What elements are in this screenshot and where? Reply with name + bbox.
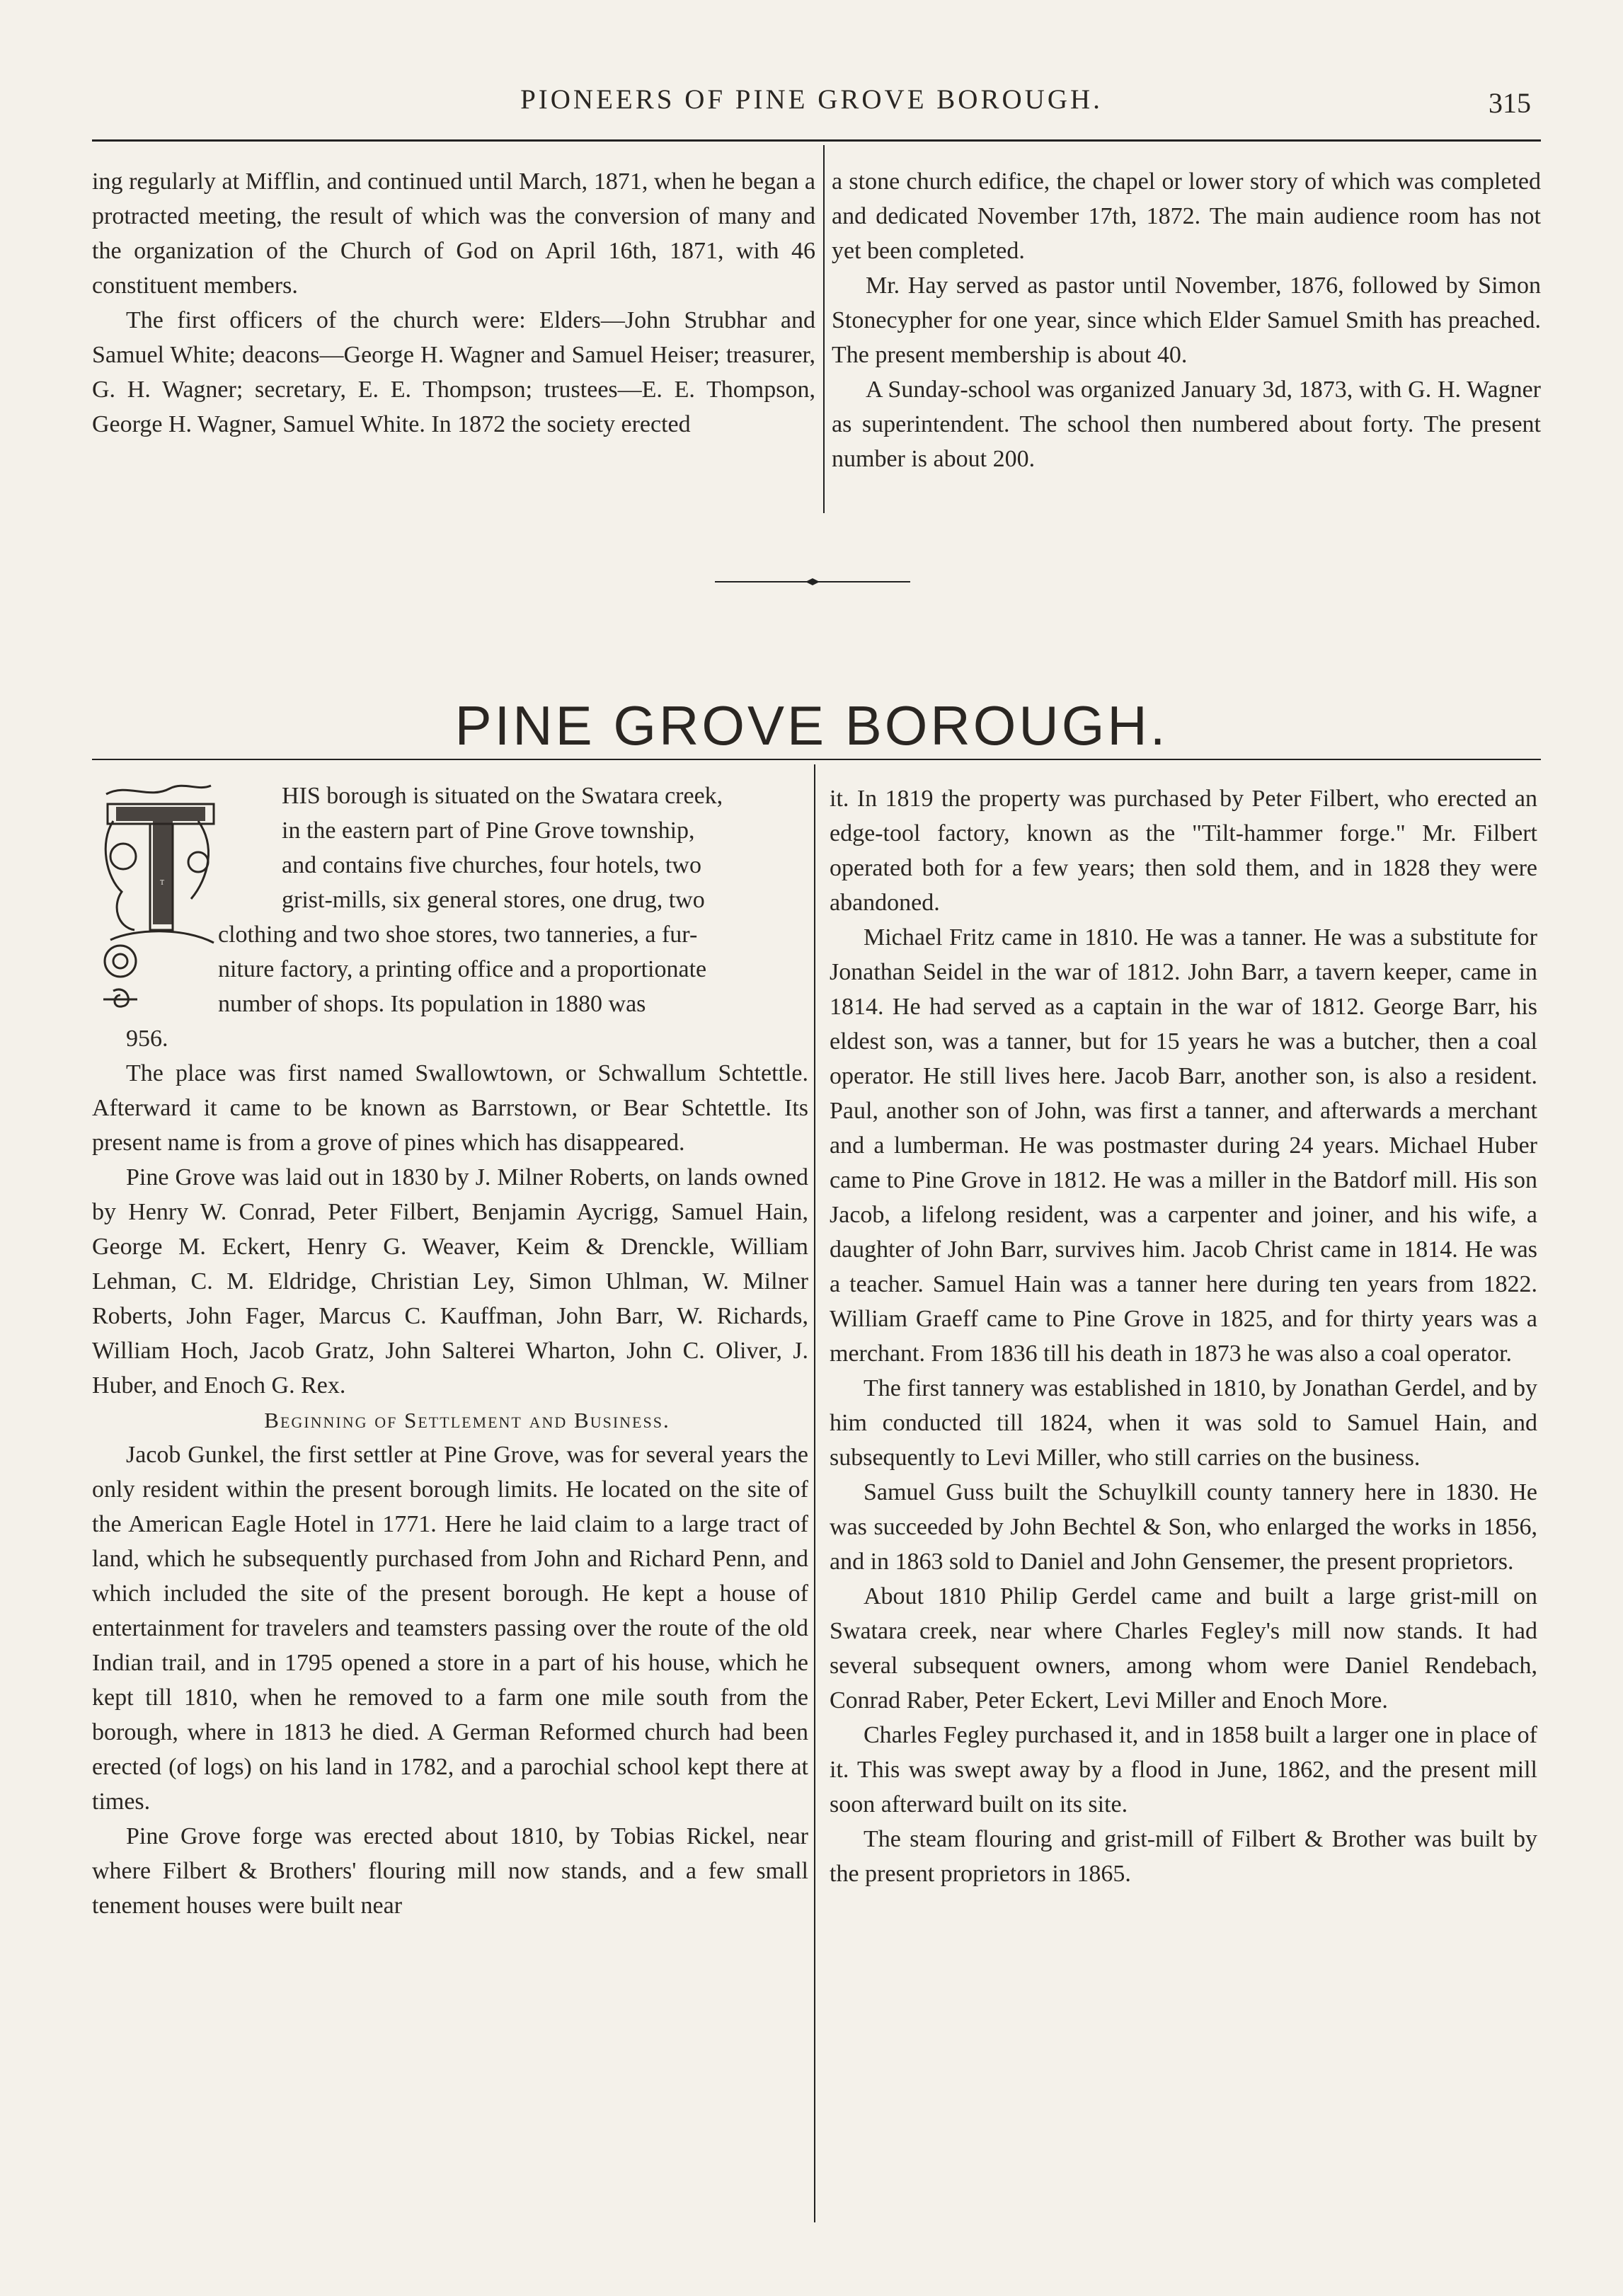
top-column-divider (823, 145, 825, 513)
running-head: PIONEERS OF PINE GROVE BOROUGH. (520, 84, 1103, 115)
main-left-column (92, 779, 808, 1923)
page-number: 315 (1489, 87, 1531, 119)
opening-line: number of shops. Its population in 1880 was (218, 991, 646, 1017)
main-right-column (830, 781, 1537, 1891)
opening-paragraph (92, 779, 808, 1056)
top-right-column (832, 164, 1541, 476)
opening-line: grist-mills, six general stores, one drug, two (282, 887, 705, 913)
paragraph: it. In 1819 the property was purchased by Peter Filbert, who erected an edge-tool factory, known as the "Tilt-hammer forge." Mr. Filbert operated both for a few years; then sold them, and in 1828 they were abandoned. (830, 786, 1537, 916)
paragraph: The first officers of the church were: Elders—John Strubhar and Samuel White; deacons—George H. Wagner and Samuel Heiser; treasurer, G. H. Wagner; secretary, E. E. Thompson; trustees—E. E. Thompson, George H. Wagner, Samuel White. In 1872 the society erected (92, 307, 815, 437)
paragraph: Michael Fritz came in 1810. He was a tanner. He was a substitute for Jonathan Seidel in the war of 1812. John Barr, a tavern keeper, came in 1814. He had served as a captain in the war of 1812. George Barr, his eldest son, was a tanner, but for 15 years he was a butcher, then a coal operator. He still lives here. Jacob Barr, another son, is also a resident. Paul, another son of John, was first a tanner, and afterwards a merchant and a lumberman. He was postmaster during 24 years. Michael Huber came to Pine Grove in 1812. He was a miller in the Batdorf mill. His son Jacob, a lifelong resident, was a carpenter and joiner, and his wife, a daughter of John Barr, survives him. Jacob Christ came in 1814. He was a teacher. Samuel Hain was a tanner here during ten years from 1822. William Graeff came to Pine Grove in 1825, and for thirty years was a merchant. From 1836 till his death in 1873 he was also a coal operator. (830, 924, 1537, 1367)
paragraph: Samuel Guss built the Schuylkill county tannery here in 1830. He was succeeded by John Bechtel & Son, who enlarged the works in 1856, and in 1863 sold to Daniel and John Gensemer, the present proprietors. (830, 1479, 1537, 1575)
opening-line: 956. (126, 1026, 168, 1052)
paragraph: Pine Grove was laid out in 1830 by J. Milner Roberts, on lands owned by Henry W. Conrad, Peter Filbert, Benjamin Aycrigg, Samuel Hain, George M. Eckert, Henry G. Weaver, Keim & Drenckle, William Lehman, C. M. Eldridge, Christian Ley, Simon Uhlman, W. Milner Roberts, John Fager, Marcus C. Kauffman, John Barr, W. Richards, William Hoch, Jacob Gratz, John Salterei Wharton, John C. Oliver, J. Huber, and Enoch G. Rex. (92, 1164, 808, 1399)
paragraph: ing regularly at Mifflin, and continued until March, 1871, when he began a protracted meeting, the result of which was the conversion of many and the organization of the Church of God on April 16th, 1871, with 46 constituent members. (92, 168, 815, 299)
paragraph: a stone church edifice, the chapel or lower story of which was completed and dedicated November 17th, 1872. The main audience room has not yet been completed. (832, 168, 1541, 264)
paragraph: About 1810 Philip Gerdel came and built a large grist-mill on Swatara creek, near where Charles Fegley's mill now stands. It had several subsequent owners, among whom were Daniel Rendebach, Conrad Raber, Peter Eckert, Levi Miller and Enoch More. (830, 1583, 1537, 1714)
header-rule (92, 139, 1541, 142)
paragraph: Charles Fegley purchased it, and in 1858 built a larger one in place of it. This was swept away by a flood in June, 1862, and the present mill soon afterward built on its site. (830, 1722, 1537, 1818)
paragraph: A Sunday-school was organized January 3d, 1873, with G. H. Wagner as superintendent. The school then numbered about forty. The present number is about 200. (832, 377, 1541, 472)
section-ornament (715, 577, 910, 587)
opening-line: clothing and two shoe stores, two tanneries, a fur- (218, 922, 698, 948)
paragraph: Pine Grove forge was erected about 1810, by Tobias Rickel, near where Filbert & Brothers' flouring mill now stands, and a few small tenement houses were built near (92, 1823, 808, 1919)
title-rule (92, 759, 1541, 760)
opening-line: and contains five churches, four hotels, two (282, 852, 701, 878)
paragraph: Jacob Gunkel, the first settler at Pine Grove, was for several years the only resident within the present borough limits. He located on the site of the American Eagle Hotel in 1771. Here he laid claim to a large tract of land, which he subsequently purchased from John and Richard Penn, and which included the site of the present borough. He kept a house of entertainment for travelers and teamsters passing over the route of the old Indian trail, and in 1795 opened a store in a part of his house, which he kept till 1810, when he removed to a farm one mile south from the borough, where in 1813 he died. A German Reformed church had been erected (of logs) on his land in 1782, and a parochial school kept there at times. (92, 1442, 808, 1815)
dropcap-letter: T (159, 879, 165, 887)
opening-line: HIS borough is situated on the Swatara creek, (282, 783, 723, 809)
decorative-initial-t-icon (92, 779, 226, 1012)
opening-line: in the eastern part of Pine Grove township, (282, 817, 695, 844)
paragraph: The steam flouring and grist-mill of Filbert & Brother was built by the present proprietors in 1865. (830, 1826, 1537, 1887)
paragraph: Mr. Hay served as pastor until November, 1876, followed by Simon Stonecypher for one year, since which Elder Samuel Smith has preached. The present membership is about 40. (832, 272, 1541, 368)
top-left-column (92, 164, 815, 442)
paragraph: The first tannery was established in 1810, by Jonathan Gerdel, and by him conducted till 1824, when it was sold to Samuel Hain, and subsequently to Levi Miller, who still carries on the business. (830, 1375, 1537, 1471)
subheading: Beginning of Settlement and Business. (264, 1408, 670, 1433)
opening-line: niture factory, a printing office and a proportionate (218, 956, 707, 982)
paragraph: The place was first named Swallowtown, or Schwallum Schtettle. Afterward it came to be known as Barrstown, or Bear Schtettle. Its present name is from a grove of pines which has disappeared. (92, 1060, 808, 1156)
main-column-divider (814, 764, 815, 2222)
section-title: PINE GROVE BOROUGH. (454, 694, 1169, 757)
